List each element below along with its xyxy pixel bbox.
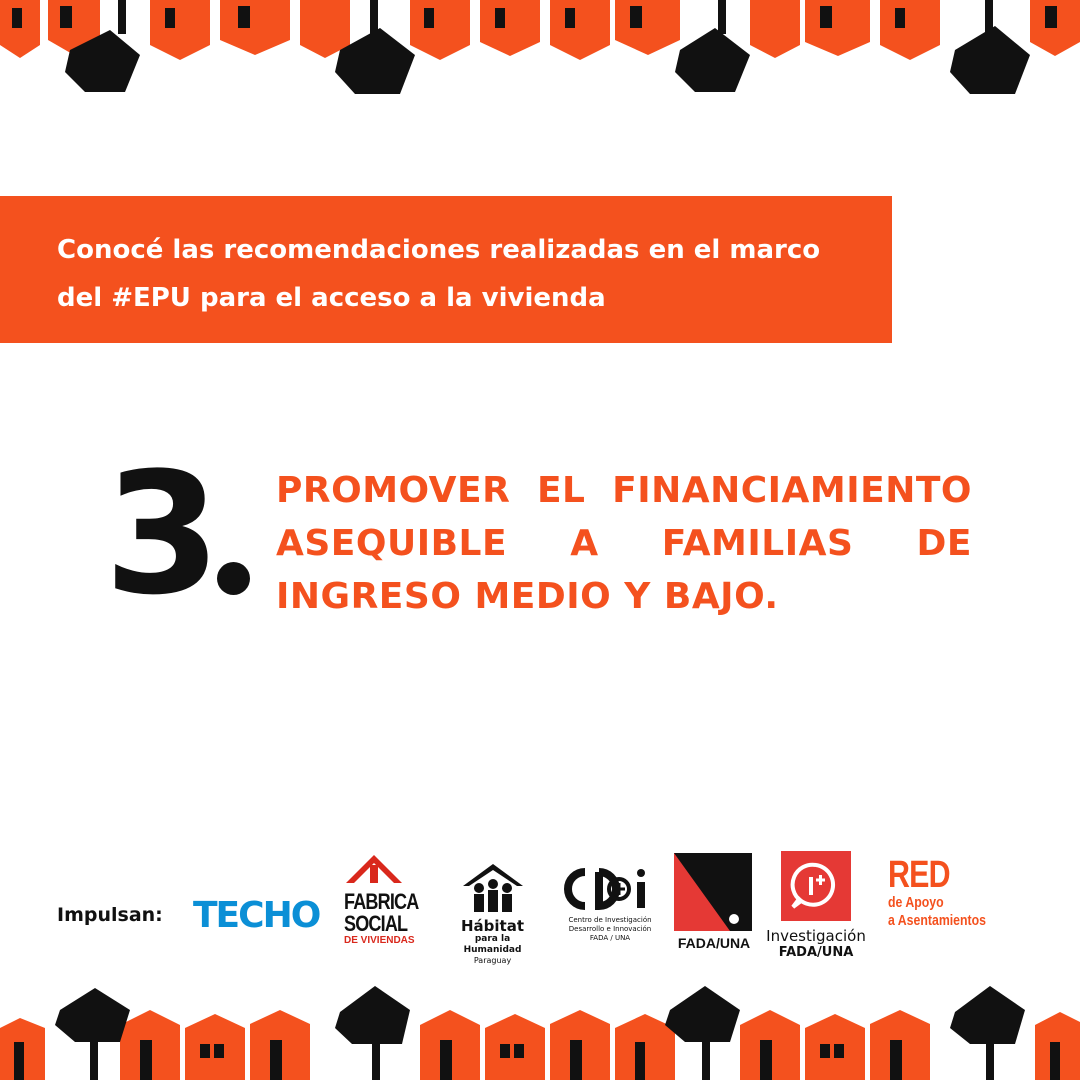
fada-una-logo (674, 853, 754, 951)
investigacion-fada-logo (762, 851, 870, 969)
recommendation-text: PROMOVER EL FINANCIAMIENTO ASEQUIBLE A FAMILIAS DE INGRESO MEDIO Y BAJO. (276, 470, 972, 617)
bottom-decorative-border (0, 980, 1080, 1080)
fabrica-sub: DE VIVIENDAS (344, 935, 415, 946)
fabrica-line2: SOCIAL (344, 911, 408, 936)
fabrica-line1: FABRICA (344, 889, 419, 914)
techo-logo-text: TECHO (193, 895, 320, 936)
cidi-line3: FADA / UNA (589, 934, 631, 942)
intro-banner-text: Conocé las recomendaciones realizadas en el marco del #EPU para el acceso a la vivienda (57, 235, 821, 313)
house-roof-icon (344, 853, 404, 887)
investigacion-sub: FADA/UNA (778, 945, 854, 960)
cidi-line2: Desarrollo e Innovación (568, 925, 652, 933)
habitat-title: Hábitat (460, 917, 525, 935)
cidi-logo (558, 866, 662, 946)
recommendation-number-dot (217, 562, 250, 595)
sponsors-label: Impulsan: (57, 904, 163, 926)
red-line2: a Asentamientos (888, 912, 986, 929)
investigacion-title: Investigación (766, 927, 866, 945)
intro-banner (0, 196, 892, 343)
fada-text: FADA/UNA (677, 935, 751, 951)
houses-and-trees-pattern-bottom (0, 980, 1080, 1080)
techo-logo (193, 896, 323, 936)
cidi-logo-mark (561, 866, 659, 912)
habitat-sub: para la Humanidad (463, 934, 522, 955)
habitat-house-people-icon (461, 862, 525, 914)
cidi-line1: Centro de Investigación (568, 916, 652, 924)
red-apoyo-logo (888, 856, 1008, 951)
habitat-country: Paraguay (473, 956, 512, 965)
habitat-logo (445, 862, 540, 965)
red-line1: de Apoyo (888, 894, 944, 911)
red-title: RED (888, 854, 950, 896)
investigacion-logo-mark (781, 851, 851, 923)
recommendation-number: 3 (104, 436, 215, 632)
fada-logo-mark (674, 853, 752, 931)
fabrica-social-logo (344, 853, 434, 961)
houses-and-trees-pattern-top (0, 0, 1080, 100)
top-decorative-border (0, 0, 1080, 100)
